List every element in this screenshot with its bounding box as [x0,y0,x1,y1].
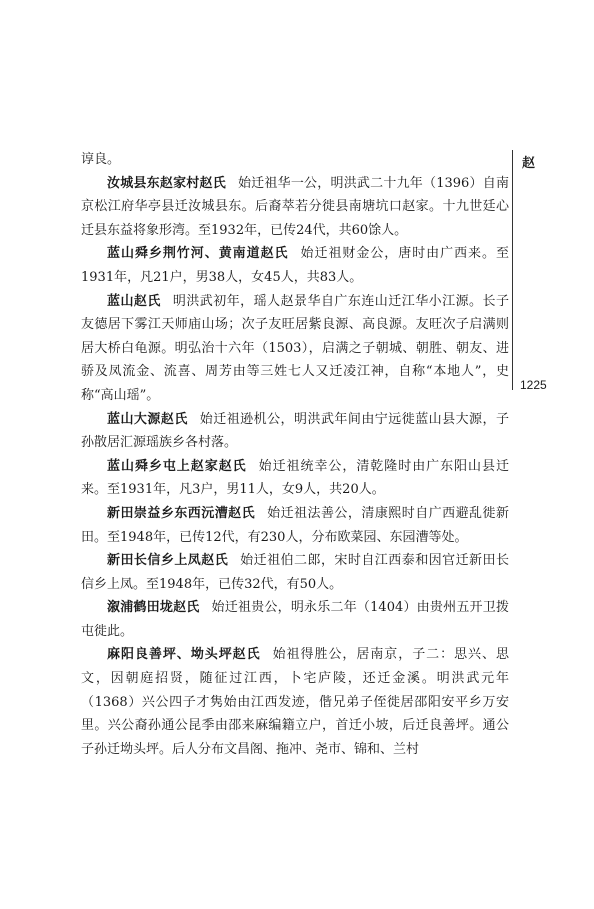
page-number: 1225 [520,378,547,392]
main-text [81,148,509,761]
entry-body: 始祖得胜公，居南京，子二：思兴、思文，因朝庭招贤，随征过江西，卜宅庐陵，还迁金溪。明洪武元年（1368）兴公四子才隽始由江西发迹，偕兄弟子侄徙居邵阳安平乡万安里。兴公裔孙通公昆季由邵来麻编籍立户，首迁小坡，后迁良善坪。通公子孙迁坳头坪。后人分布文昌阁、拖冲、尧市、锦和、兰村 [81,647,509,757]
entry-paragraph [81,408,509,455]
entry-body: 始迁祖法善公，清康熙时自广西避乱徙新田。至1948年，已传12代，有230人，分布欧菜园、东园漕等处。 [81,505,509,545]
entry-heading: 新田长信乡上凤赵氏 [107,553,229,569]
entry-paragraph [81,242,509,289]
entry-body: 始迁祖伯二郎，宋时自江西泰和因官迁新田长信乡上凤。至1948年，已传32代，有50人。 [81,553,509,592]
entry-body: 始迁祖统幸公，清乾隆时由广东阳山县迁来。至1931年，凡3户，男11人，女9人，共20人。 [81,458,509,498]
entry-heading: 蓝山大源赵氏 [107,411,188,427]
lead-paragraph: 谆良。 [81,152,121,167]
margin-rule [512,150,513,390]
entry-heading: 汝城县东赵家村赵氏 [107,175,226,191]
entry-paragraph [81,290,509,408]
entry-heading: 麻阳良善坪、坳头坪赵氏 [107,647,261,663]
entry-body: 明洪武初年，瑶人赵景华自广东连山迁江华小江源。长子友德居下雾江天师庙山场；次子友旺居紫良源、高良源。友旺次子启满则居大桥白龟源。明弘治十六年（1503），启满之子朝城、朝胜、朝友、进骄及凤流金、流喜、周芳由等三姓七人又迁凌江神，自称“本地人”，史称“高山瑶”。 [81,293,509,403]
entry-body: 始迁祖财金公，唐时由广西来。至1931年，凡21户，男38人，女45人，共83人。 [81,246,509,285]
entry-heading: 蓝山赵氏 [107,293,161,309]
entry-body: 始迁祖贵公，明永乐二年（1404）由贵州五开卫拨屯徙此。 [81,600,509,639]
entry-heading: 蓝山舜乡屯上赵家赵氏 [107,458,247,474]
entry-heading: 蓝山舜乡荆竹河、黄南道赵氏 [107,246,289,262]
entry-paragraph [81,502,509,549]
entry-heading: 新田崇益乡东西沅漕赵氏 [107,505,256,521]
entry-body: 始迁祖逊机公，明洪武年间由宁远徙蓝山县大源，子孙散居汇源瑶族乡各村落。 [81,411,509,451]
entry-heading: 溆浦鹤田垅赵氏 [107,600,200,616]
entry-paragraph [81,455,509,502]
running-head: 赵 [522,156,536,171]
entry-paragraph [81,172,509,243]
entry-paragraph [81,643,509,761]
entry-body: 始迁祖华一公，明洪武二十九年（1396）自南京松江府华亭县迁汝城县东。后裔萃若分徙县南塘坑口赵家。十九世廷心迁县东益将象形湾。至1932年，已传24代，共60馀人。 [81,175,509,238]
entry-paragraph [81,596,509,643]
entry-paragraph [81,549,509,596]
